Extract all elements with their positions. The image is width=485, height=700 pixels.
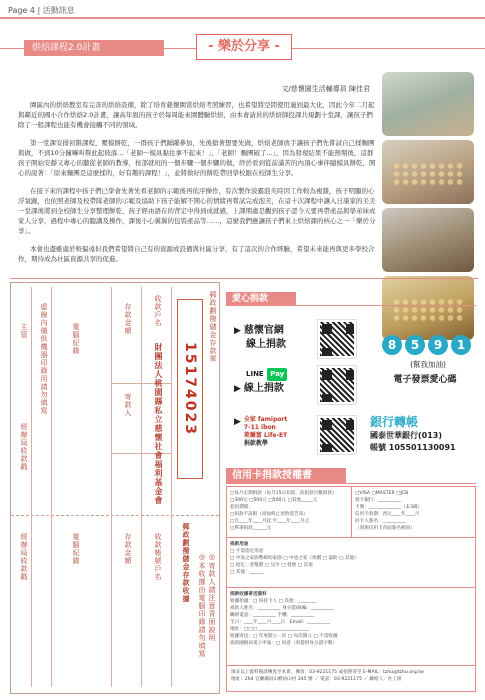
- line-logo: LINE: [246, 370, 264, 378]
- section-divider: [10, 278, 478, 279]
- form-line: 生日：____年____月____日 Email：__________: [230, 620, 331, 625]
- method-line: 全家 famiport: [243, 416, 288, 423]
- article-body: [18, 100, 378, 272]
- credit-card-heading-label: 信用卡捐款授權書: [226, 468, 346, 484]
- play-arrow-icon: ▶: [234, 383, 241, 394]
- purpose-title: 捐款用途: [230, 542, 249, 547]
- form-line: □自____年____月起 至____年____月止: [230, 519, 310, 524]
- photo-students-baking: [382, 140, 474, 204]
- form-row-line: [227, 537, 475, 538]
- bank-transfer-title: 銀行轉帳: [370, 415, 419, 429]
- slip-supervisor: 主管: [20, 323, 28, 339]
- donation-heading-label: 愛心捐款: [226, 292, 296, 306]
- credit-card-authorization-form[interactable]: [226, 486, 476, 692]
- credit-card-heading: [226, 468, 476, 484]
- play-arrow-icon: ▶: [234, 326, 241, 336]
- bank-transfer-info: [370, 413, 480, 454]
- card-details-fields[interactable]: [355, 490, 422, 532]
- method-line: 慈懷官網: [243, 325, 284, 336]
- slip-column-line: [111, 287, 112, 687]
- form-line: 捐款國稅局電子申報：□ 同意（須提供身分證字號）: [230, 641, 337, 646]
- header-rule: [0, 17, 485, 19]
- form-footer-line: 地址：264 宜蘭縣員山鄉員山村 245 號 ／ 電話：03-9221175 ／ 聯絡人：社工組: [231, 677, 402, 682]
- qr-code-website[interactable]: [318, 320, 356, 358]
- form-row-line: [227, 587, 475, 588]
- donor-title: 捐款收據寄送資料: [230, 592, 267, 597]
- form-footer-line: 填妥以上資料後請傳真至本會，傳真：03-9221175 或拍照寄至 E-MAIL：tzhu@tzhu.org.tw: [231, 670, 424, 675]
- slip-print-notice: ◎本收據由電腦印錄請勿填寫: [198, 553, 206, 658]
- invoice-code-digit: 1: [451, 335, 471, 355]
- slip-receipt-record: 電腦紀錄: [72, 533, 80, 565]
- form-line: □VISA □MASTER □JCB: [355, 491, 409, 496]
- form-line: □每月定期捐款（每月15日扣款，依捐款月數捐款）: [230, 491, 337, 496]
- photo-baked-puffs: [382, 276, 474, 340]
- slip-computer-record: 電腦紀錄: [72, 323, 80, 355]
- slip-receipt-title: 郵政劃撥儲金存款收據: [182, 523, 190, 603]
- page-header: [0, 0, 485, 22]
- slip-column-line: [171, 287, 172, 687]
- form-line: □ 不需指定用途: [230, 549, 264, 554]
- method-line: 線上捐款: [243, 382, 284, 394]
- article-paragraph: 第一堂課安排初階課程，壓模餅乾，一群孩子們踴躍參加，先後搶著想要先做，烘焙老師放手讓孩子們先嘗試自己揉麵團與做，不到10分鐘嘛叫聲此起彼落...「老師～模具黏住拿不起來！」、「老師！麵團破了...」，因為發現結果不能預期後，這群孩子開始安靜又專心的聽從老師的教導，按部就班的一個步驟一個步驟的做，終於看到從前滿苦的內頂心事伴隨模具餅乾，開心的說著：「原來麵團是這麼揉的，好有趣的課程！」，並將做好的餅乾帶回學校跟在校師生分享。: [18, 139, 376, 177]
- form-row-line: [227, 665, 475, 666]
- page-label: Page 4 | 活動訊息: [8, 6, 75, 15]
- invoice-code-note: (幫我加油): [410, 360, 446, 369]
- form-line: 收據抬頭：□ 同持卡人 □ 其他：________: [230, 599, 317, 604]
- method-line: 捐款教學: [243, 440, 268, 447]
- qr-code-convenience-store[interactable]: [318, 416, 356, 454]
- linepay-badge: Pay: [267, 368, 287, 381]
- method-line: 萊爾富 Life-ET: [243, 432, 288, 439]
- slip-column-line: [31, 287, 32, 687]
- slip-receipt-account: 收款帳號戶名: [154, 533, 162, 581]
- donation-method-convenience-store[interactable]: [234, 416, 287, 448]
- photo-class-students: [382, 72, 474, 136]
- invoice-code-digit: 5: [405, 335, 425, 355]
- slip-office-stamp: 經辦局收款戳: [20, 423, 28, 471]
- form-column-line: [351, 487, 352, 537]
- form-line: □ 指定：慈懷園 □ 兒少 □ 發展 □ 其他: [230, 563, 313, 568]
- method-line: 線上捐款: [246, 339, 286, 350]
- bank-name: 國泰世華銀行(013): [370, 431, 443, 440]
- postal-remittance-slip: [10, 282, 220, 694]
- donation-purpose-options[interactable]: [230, 541, 359, 576]
- play-arrow-icon: ▶: [234, 417, 241, 427]
- slip-receipt-stamp: 經辦局收款戳: [20, 533, 28, 581]
- form-line: □ 中途之家弱勢婦幼家園 □ 中途之家（捐贈 □ 協助 □ 其他）: [230, 556, 359, 561]
- form-line: 卡號：______________（末3碼）: [355, 505, 423, 510]
- article-paragraph: 園區內的烘焙教室有完善的烘焙設備，除了培育慈懷園當烘焙考照練習，也希望將空間使用連到最大化，因此今年二月起與鄰近的國小合作烘焙2.0計畫，讓高年級的孩子於每周能來園體驗烘焙，由本會請員的烘焙師投課共規劃十堂課，讓孩子們除了一般課程也能有機會接觸不同的領域。: [18, 101, 375, 129]
- recurring-donation-options[interactable]: [230, 490, 337, 532]
- invoice-code-description: 電子發票愛心碼: [393, 375, 457, 385]
- section-banner: [0, 40, 485, 58]
- section-title: - 樂於分享 -: [196, 34, 292, 60]
- form-footer-notes: [231, 669, 473, 683]
- form-line: 聯絡電話：__________ 手機：__________: [230, 613, 315, 618]
- donation-method-website[interactable]: [234, 324, 286, 351]
- invoice-code-digit: 9: [428, 335, 448, 355]
- slip-payee-name: 財團法人桃園縣私立慈懷社會福利基金會: [154, 343, 163, 505]
- invoice-code-digit: 8: [382, 335, 402, 355]
- donation-heading: [226, 292, 476, 306]
- article-byline: 文/慈懷園生活輔導員 陳佳君: [281, 85, 370, 93]
- slip-title: 郵政劃撥儲金存款單: [209, 291, 217, 363]
- form-line: □ 其他：______: [230, 570, 264, 575]
- article-paragraph: 在接下來的課程中孩子們已學會先著先看老師的示範後再依序操作，有次製作波霸泡芙時因工作較為複雜，孩子明顯的心浮氣躁，也依照老師及校帶隊老師的示範及協助下孩子能解不開心的情緒再嘗試完成泡芙，在這十次課程中讓入日康家的美美一堂課後將到全校師生分享整理餅乾，孩子經由語在的背定中得到成就感，上課期處是觀到孩子認今天要再帶產品與學弟妹或家人分享，過程中專心的聽講及操作，課後小心翼翼的包裝產品等……，這麼我們應讓孩子們來上烘焙課的核心之一「樂於分享」。: [18, 187, 376, 235]
- photo-students-making-dough: [382, 208, 474, 272]
- slip-receipt-amount: 存款金額: [124, 533, 132, 565]
- form-line: （須與信用卡背面簽名相同）: [355, 526, 415, 531]
- form-line: 起扣期間：: [230, 505, 253, 510]
- form-line: 信用卡效期：西元____年____月: [355, 512, 420, 517]
- section-tag: 烘焙課程2.0計畫: [24, 40, 164, 56]
- form-line: 捐款人姓名：__________ 身分證/統編：__________: [230, 606, 335, 611]
- form-line: 地址：□□□ ______________________: [230, 627, 309, 632]
- form-line: 發卡銀行：__________: [355, 498, 401, 503]
- form-line: □單筆捐款______元: [230, 526, 272, 531]
- form-line: □300元 □500元 □500元 □其他_____元: [230, 498, 318, 503]
- form-line: 收據寄送：□ 年度開立一次 □ 每次開立 □ 不需收據: [230, 634, 338, 639]
- form-line: □捐款不設限（同如終止須致電告知）: [230, 512, 308, 517]
- slip-account-number: 15174023: [177, 299, 203, 479]
- slip-cut-line: [11, 515, 219, 516]
- slip-sender-label: 寄款人: [124, 393, 132, 417]
- method-line: 7-11 ibon: [243, 424, 276, 431]
- slip-column-line: [141, 287, 142, 687]
- bank-account: 帳號 105501130091: [370, 443, 456, 452]
- slip-sender-notice: ◎寄款人請注意背面說明: [208, 553, 216, 642]
- donor-receipt-fields[interactable]: [230, 591, 338, 647]
- form-line: 持卡人簽名：__________: [355, 519, 406, 524]
- article-paragraph: 本會也盡雖處於較偏遠但我們希望將自己有的資源或設備與社區分享，有了這次的合作經驗，希望未來能再與更多學校合作，期待成為社區資源共享的促進。: [18, 245, 375, 263]
- slip-column-line: [51, 287, 52, 687]
- donation-method-linepay[interactable]: [234, 368, 287, 396]
- slip-payee-label: 收款戶名: [154, 295, 162, 327]
- qr-code-linepay[interactable]: [318, 366, 356, 404]
- slip-machine-note: 虛線內備供機器印錄用請勿填寫: [40, 303, 48, 415]
- slip-amount-label: 存款金額: [124, 303, 132, 335]
